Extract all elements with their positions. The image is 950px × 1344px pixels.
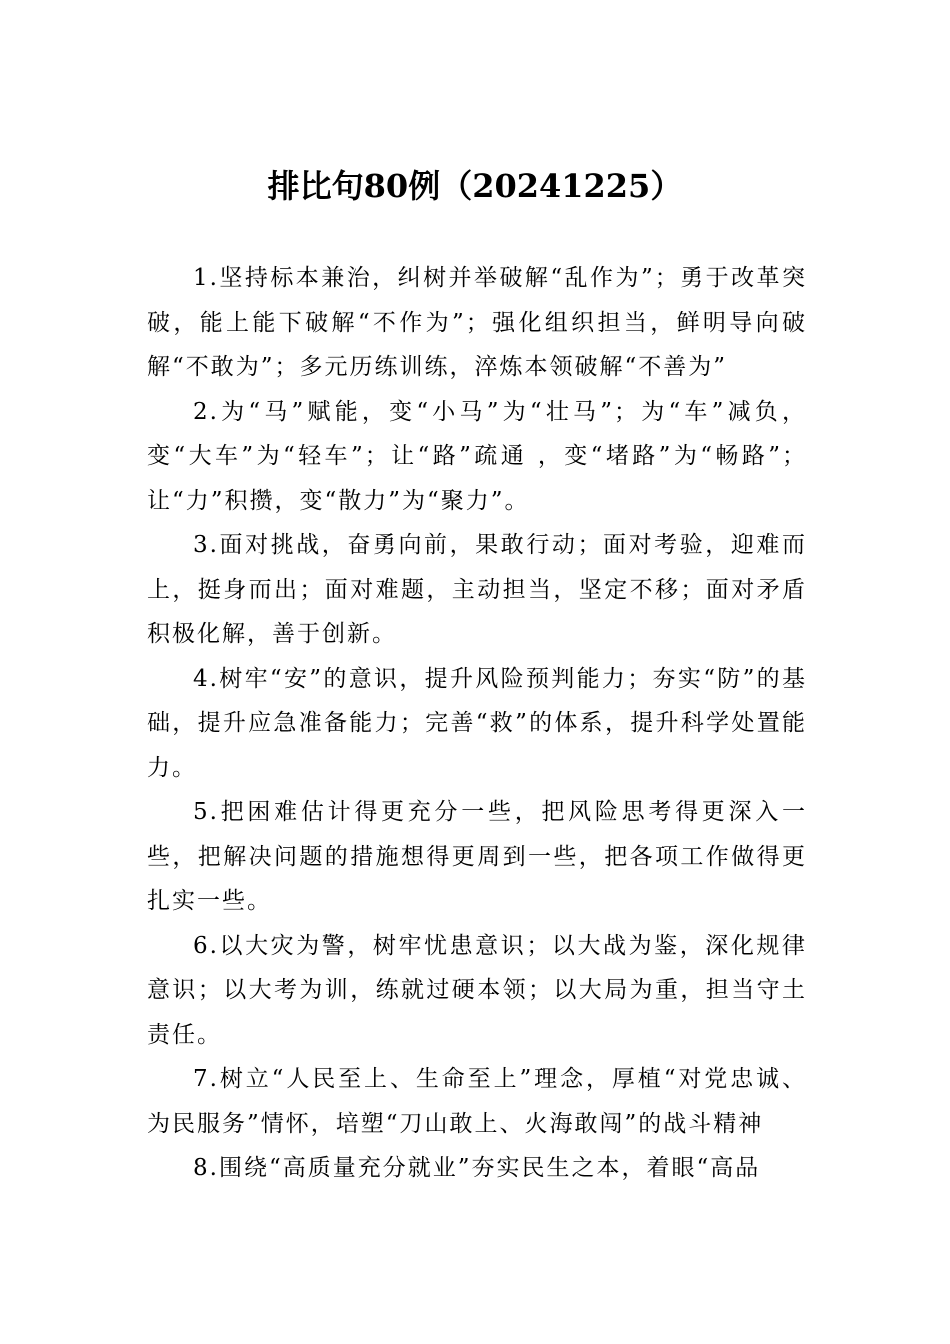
document-title: 排比句80例（20241225） xyxy=(267,167,683,205)
paragraph-7: 7.树立“人民至上、生命至上”理念，厚植“对党忠诚、为民服务”情怀，培塑“刀山敢上、火海敢闯”的战斗精神 xyxy=(147,1066,807,1137)
paragraph-3: 3.面对挑战，奋勇向前，果敢行动；面对考验，迎难而上，挺身而出；面对难题，主动担当，坚定不移；面对矛盾积极化解，善于创新。 xyxy=(147,532,807,647)
document-body xyxy=(147,256,807,1191)
paragraph-8: 8.围绕“高质量充分就业”夯实民生之本，着眼“高品 xyxy=(193,1155,761,1181)
paragraph-4: 4.树牢“安”的意识，提升风险预判能力；夯实“防”的基础，提升应急准备能力；完善“救”的体系，提升科学处置能力。 xyxy=(147,665,807,781)
paragraph-2: 2.为“马”赋能，变“小马”为“壮马”；为“车”减负，变“大车”为“轻车”；让“路”疏通 ，变“堵路”为“畅路”；让“力”积攒，变“散力”为“聚力”。 xyxy=(147,398,807,514)
paragraph-6: 6.以大灾为警，树牢忧患意识；以大战为鉴，深化规律意识；以大考为训，练就过硬本领；以大局为重，担当守土责任。 xyxy=(147,932,807,1048)
paragraph-5: 5.把困难估计得更充分一些，把风险思考得更深入一些，把解决问题的措施想得更周到一些，把各项工作做得更扎实一些。 xyxy=(147,799,807,914)
paragraph-1: 1.坚持标本兼治，纠树并举破解“乱作为”；勇于改革突破，能上能下破解“不作为”；强化组织担当，鲜明导向破解“不敢为”；多元历练训练，淬炼本领破解“不善为” xyxy=(147,265,807,380)
